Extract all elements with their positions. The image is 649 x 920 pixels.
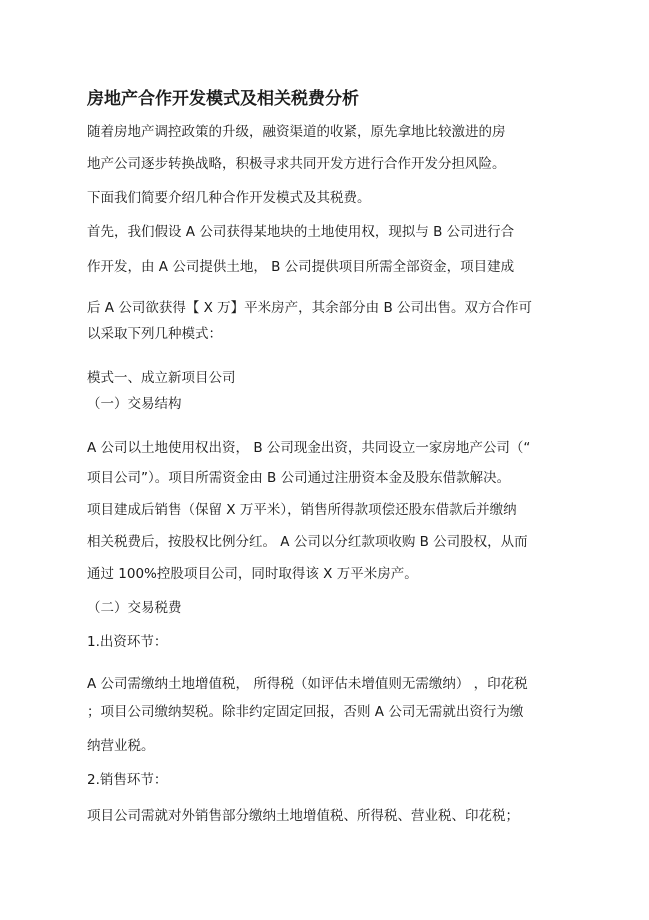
paragraph-line: 纳营业税。	[87, 738, 155, 754]
paragraph-line: 项目公司需就对外销售部分缴纳土地增值税、所得税、营业税、印花税；	[87, 808, 519, 824]
paragraph-line: A 公司需缴纳土地增值税， 所得税（如评估未增值则无需缴纳） ，印花税	[87, 676, 528, 692]
paragraph-line: ；项目公司缴纳契税。除非约定固定回报，否则 A 公司无需就出资行为缴	[87, 704, 524, 720]
paragraph-line: 项目公司”）。项目所需资金由 B 公司通过注册资本金及股东借款解决。	[87, 470, 511, 486]
subsection-heading: （一）交易结构	[87, 396, 182, 412]
paragraph-line: 项目建成后销售（保留 X 万平米），销售所得款项偿还股东借款后并缴纳	[87, 502, 517, 518]
section-heading: 模式一、成立新项目公司	[87, 370, 236, 386]
paragraph-line: A 公司以土地使用权出资， B 公司现金出资，共同设立一家房地产公司（“	[87, 440, 531, 456]
paragraph-line: 以采取下列几种模式：	[87, 326, 222, 342]
page-title: 房地产合作开发模式及相关税费分析	[87, 89, 359, 109]
subsection-heading: （二）交易税费	[87, 600, 182, 616]
paragraph-line: 首先，我们假设 A 公司获得某地块的土地使用权，现拟与 B 公司进行合	[87, 224, 515, 240]
paragraph-line: 下面我们简要介绍几种合作开发模式及其税费。	[87, 190, 371, 206]
paragraph-line: 随着房地产调控政策的升级，融资渠道的收紧，原先拿地比较激进的房	[87, 124, 506, 140]
list-heading: 1.出资环节：	[87, 634, 168, 650]
paragraph-line: 通过 100%控股项目公司，同时取得该 X 万平米房产。	[87, 566, 418, 582]
list-heading: 2.销售环节：	[87, 772, 168, 788]
paragraph-line: 作开发，由 A 公司提供土地， B 公司提供项目所需全部资金，项目建成	[87, 259, 515, 275]
paragraph-line: 后 A 公司欲获得【 X 万】平米房产，其余部分由 B 公司出售。双方合作可	[87, 300, 532, 316]
paragraph-line: 地产公司逐步转换战略，积极寻求共同开发方进行合作开发分担风险。	[87, 156, 506, 172]
paragraph-line: 相关税费后，按股权比例分红。 A 公司以分红款项收购 B 公司股权，从而	[87, 534, 528, 550]
